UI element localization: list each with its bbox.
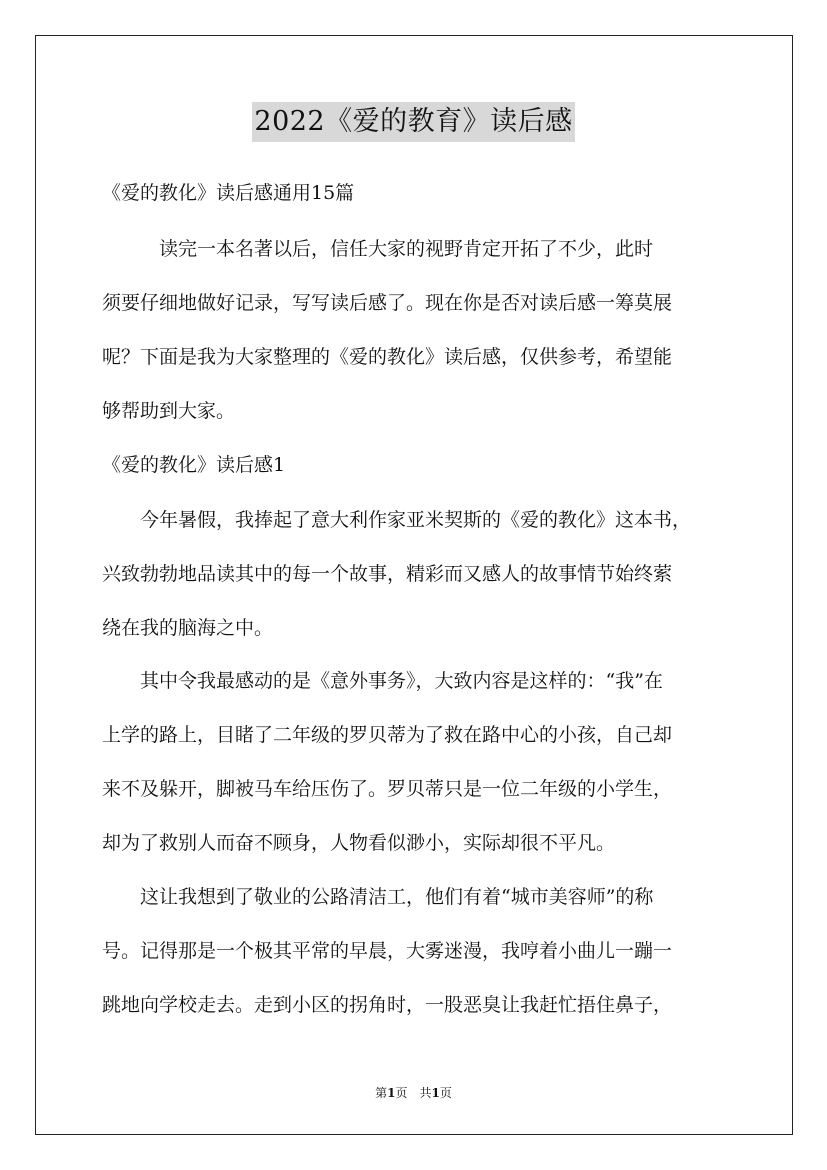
page-footer bbox=[0, 1085, 827, 1101]
footer-mid: 页 共 bbox=[395, 1086, 432, 1100]
paragraph-line: 号。记得那是一个极其平常的早晨，大雾迷漫，我哼着小曲儿一蹦一 bbox=[102, 940, 673, 962]
paragraph-line: 却为了救别人而奋不顾身，人物看似渺小，实际却很不平凡。 bbox=[102, 832, 616, 854]
paragraph-line: 这让我想到了敬业的公路清洁工，他们有着“城市美容师”的称 bbox=[102, 886, 654, 908]
paragraph-line: 够帮助到大家。 bbox=[102, 400, 236, 422]
paragraph-line: 今年暑假，我捧起了意大利作家亚米契斯的《爱的教化》这本书， bbox=[102, 509, 692, 531]
footer-page-current: 1 bbox=[387, 1086, 396, 1100]
subtitle-line: 《爱的教化》读后感通用15篇 bbox=[102, 182, 355, 204]
footer-page-total: 1 bbox=[431, 1086, 440, 1100]
document-title: 2022《爱的教育》读后感 bbox=[252, 102, 574, 142]
paragraph-line: 兴致勃勃地品读其中的每一个故事，精彩而又感人的故事情节始终萦 bbox=[102, 563, 673, 585]
title-container bbox=[0, 102, 827, 142]
paragraph-line: 绕在我的脑海之中。 bbox=[102, 617, 274, 639]
paragraph-line: 须要仔细地做好记录，写写读后感了。现在你是否对读后感一筹莫展 bbox=[102, 292, 673, 314]
paragraph-line: 读完一本名著以后，信任大家的视野肯定开拓了不少，此时 bbox=[102, 238, 654, 260]
paragraph-line: 其中令我最感动的是《意外事务》，大致内容是这样的：“我”在 bbox=[102, 670, 663, 692]
footer-prefix: 第 bbox=[375, 1086, 388, 1100]
paragraph-line: 呢？下面是我为大家整理的《爱的教化》读后感，仅供参考，希望能 bbox=[102, 346, 673, 368]
paragraph-line: 跳地向学校走去。走到小区的拐角时，一股恶臭让我赶忙捂住鼻子， bbox=[102, 994, 673, 1016]
section-heading: 《爱的教化》读后感1 bbox=[102, 454, 286, 476]
footer-suffix: 页 bbox=[439, 1086, 452, 1100]
paragraph-line: 来不及躲开，脚被马车给压伤了。罗贝蒂只是一位二年级的小学生， bbox=[102, 778, 673, 800]
paragraph-line: 上学的路上，目睹了二年级的罗贝蒂为了救在路中心的小孩，自己却 bbox=[102, 724, 673, 746]
